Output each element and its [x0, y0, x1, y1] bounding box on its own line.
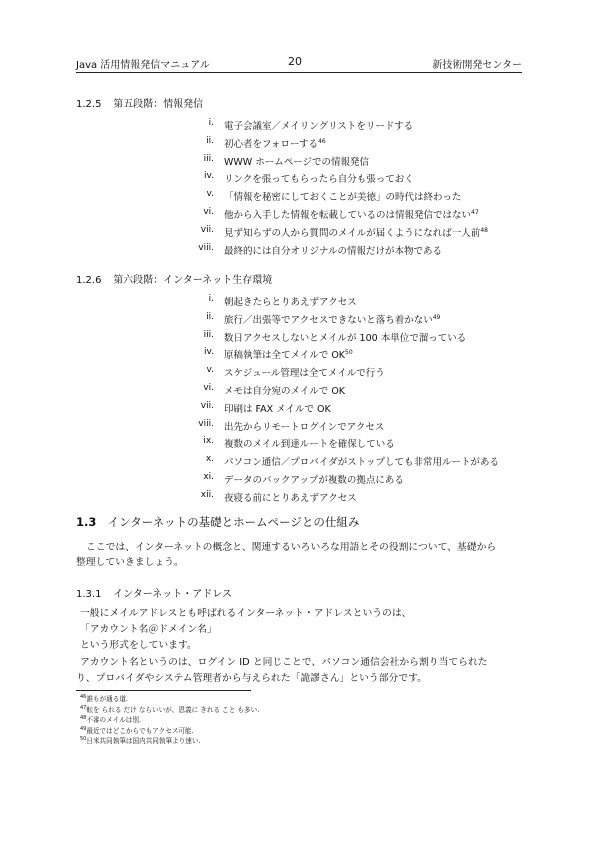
list-item: [76, 189, 522, 203]
section-number: 1.2.6: [76, 275, 102, 286]
item-text: パソコン通信／プロバイダがストップしても非常用ルートがある: [224, 457, 500, 469]
list-item: [76, 347, 522, 361]
footnote: [80, 735, 201, 745]
item-numeral: vii.: [200, 224, 214, 235]
footnote-text: 日米共同執筆は国内共同執筆より速い.: [86, 737, 201, 745]
section-1-2-5-heading: [76, 95, 203, 110]
item-text: WWW ホームページでの情報発信: [224, 156, 370, 168]
list-item: [76, 436, 522, 450]
item-numeral: iv.: [204, 171, 214, 182]
item-text: 印刷は FAX メイルで OK: [224, 403, 331, 415]
footnote: [80, 714, 141, 724]
section-title: 第五段階：情報発信: [113, 99, 204, 110]
item-numeral: iv.: [204, 347, 214, 358]
item-text: データのバックアップが複数の拠点にある: [224, 475, 404, 486]
footnote-ref: 47: [471, 208, 479, 216]
item-text: 初心者をフォローする$^{46}$: [224, 137, 326, 150]
footnote-text: 最近ではどこからでもアクセス可能.: [86, 726, 194, 735]
item-numeral: viii.: [198, 242, 214, 253]
list-item: [76, 136, 522, 150]
header-title: Java 活用情報発信マニュアル: [76, 60, 210, 71]
footnote-text: 転を られる だけ ならいいが、恩義に きれる こと も多い.: [86, 705, 260, 714]
footnote-rule: [76, 690, 251, 691]
item-text: 旅行／出張等でアクセスできないと落ち着かない$^{49}$: [224, 313, 441, 326]
item-numeral: v.: [206, 189, 214, 200]
item-numeral: vi.: [203, 383, 214, 393]
section-1-3-heading: [76, 514, 359, 530]
item-numeral: xi.: [203, 472, 214, 482]
list-item: [76, 365, 522, 379]
body-line-2: 「アカウント名＠ドメイン名」: [80, 624, 217, 635]
footnote-number: 47: [80, 704, 87, 711]
list-item: [76, 225, 522, 239]
list-item: [76, 294, 522, 308]
item-text: 「情報を秘密にしておくことが美徳」の時代は終わった: [224, 192, 462, 204]
section-number: 1.3.1: [76, 589, 102, 600]
list-item: [76, 454, 522, 468]
intro-line-1: ここでは、インターネットの概念と、関連するいろいろな用語とその役割について、基礎から: [86, 542, 497, 553]
body-line-3: という形式をしています。: [80, 640, 197, 651]
list-item: [76, 472, 522, 486]
section-1-3-1-heading: [76, 585, 232, 600]
item-numeral: viii.: [198, 418, 214, 429]
item-numeral: x.: [205, 454, 214, 465]
body-line-5: り、プロバイダやシステム管理者から与えられた「詭謬さん」という部分です。: [76, 673, 427, 684]
body-line-1: 一般にメイルアドレスとも呼ばれるインターネット・アドレスというのは、: [80, 608, 412, 619]
item-text: 朝起きたらとりあえずアクセス: [224, 297, 357, 308]
section-title: 第六段階：インターネット生存環境: [113, 275, 273, 286]
item-text: 電子会議室／メイリングリストをリードする: [224, 121, 414, 132]
item-text: 夜寝る前にとりあえずアクセス: [224, 492, 357, 504]
item-numeral: iii.: [203, 329, 214, 340]
list-item: [76, 383, 522, 397]
list-item: [76, 207, 522, 221]
item-text: スケジュール管理は全てメイルで行う: [224, 368, 385, 380]
section-title: インターネットの基礎とホームページとの仕組み: [107, 515, 360, 529]
item-numeral: ix.: [203, 436, 214, 447]
footnote-number: 49: [80, 725, 87, 732]
running-header: [76, 56, 522, 72]
list-item: [76, 401, 522, 415]
item-numeral: ii.: [206, 135, 214, 146]
footnote: [80, 725, 194, 735]
list-item: [76, 490, 522, 504]
item-numeral: i.: [208, 118, 214, 128]
footnote-number: 50: [80, 735, 87, 742]
page-number: 20: [288, 55, 302, 68]
list-item: [76, 154, 522, 168]
item-text: 原稿執筆は全てメイルで OK$^{50}$: [224, 349, 353, 362]
header-organization: 新技術開発センター: [432, 60, 522, 71]
list-item: [76, 312, 522, 326]
item-numeral: i.: [208, 294, 214, 304]
item-numeral: vii.: [200, 400, 214, 411]
footnote-ref: 49: [432, 313, 441, 321]
list-item: [76, 243, 522, 257]
footnote-number: 48: [80, 714, 87, 721]
section-number: 1.3: [76, 515, 97, 529]
footnote-text: 不審のメイルは別.: [86, 716, 142, 724]
footnote: [80, 704, 259, 714]
item-text: 出先からリモートログインでアクセス: [224, 421, 385, 433]
footnote-ref: 46: [318, 137, 326, 145]
section-number: 1.2.5: [76, 99, 102, 110]
footnote-text: 誰もが通る道.: [86, 695, 129, 703]
header-rule: [76, 72, 522, 73]
item-numeral: ii.: [206, 311, 214, 322]
footnote-ref: 48: [480, 226, 488, 234]
item-numeral: iii.: [203, 153, 214, 164]
list-item: [76, 419, 522, 433]
item-text: 見ず知らずの人から質問のメイルが届くようになれば一人前$^{48}$: [224, 226, 488, 239]
list-item: [76, 171, 522, 185]
item-numeral: v.: [206, 365, 214, 376]
item-text: 他から入手した情報を転載しているのは情報発信ではない$^{47}$: [224, 208, 479, 221]
item-text: リンクを張ってもらったら自分も張っておく: [224, 174, 414, 186]
item-text: 複数のメイル到達ルートを確保している: [224, 439, 395, 451]
footnote-ref: 50: [345, 349, 353, 357]
intro-line-2: 整理していきましょう。: [76, 557, 184, 568]
section-title: インターネット・アドレス: [113, 589, 232, 600]
item-text: 数日アクセスしないとメイルが 100 本単位で溜っている: [224, 332, 467, 344]
item-text: メモは自分宛のメイルで OK: [224, 386, 346, 397]
body-line-4: アカウント名というのは、ログイン ID と同じことで、パソコン通信会社から割り当てられた: [80, 657, 488, 668]
footnote-number: 46: [80, 693, 87, 700]
section-1-2-6-heading: [76, 271, 272, 286]
footnote: [80, 693, 128, 703]
list-item: [76, 118, 522, 132]
list-item: [76, 330, 522, 344]
item-numeral: vi.: [203, 207, 214, 217]
item-text: 最終的には自分オリジナルの情報だけが本物である: [224, 245, 443, 257]
item-numeral: xii.: [200, 489, 214, 500]
